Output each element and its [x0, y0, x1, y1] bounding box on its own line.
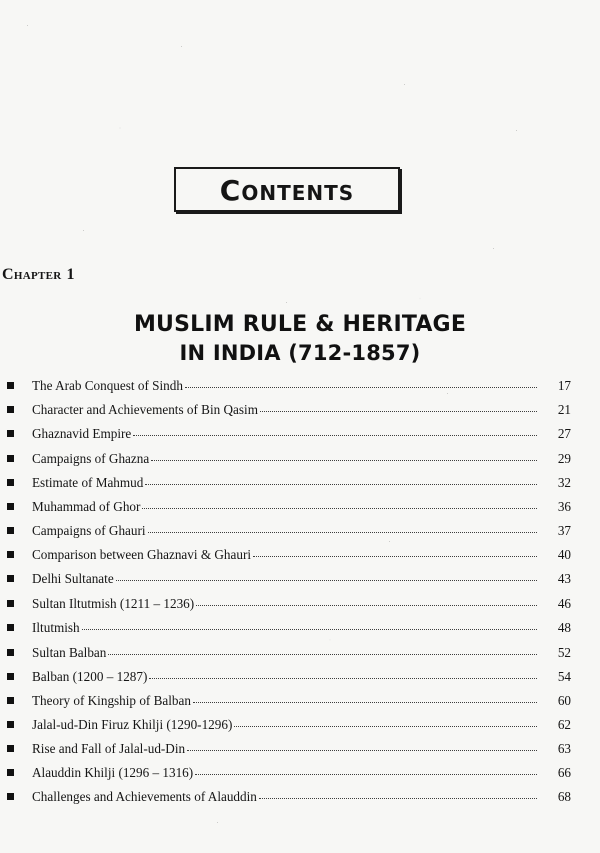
- toc-entry: [0, 641, 600, 664]
- toc-entry-main: [32, 452, 539, 465]
- toc-entry-title: Iltutmish: [32, 619, 80, 635]
- toc-entry-main: [32, 790, 539, 803]
- square-bullet-icon: [7, 649, 14, 656]
- dot-leader: [193, 702, 537, 703]
- toc-entry-page: 48: [557, 619, 571, 635]
- square-bullet-icon: [7, 527, 14, 534]
- toc-entry-title: Sultan Balban: [32, 644, 107, 660]
- toc-entry-main: [32, 572, 539, 585]
- toc-entry-title: Campaigns of Ghauri: [32, 522, 146, 538]
- dot-leader: [151, 460, 537, 461]
- dot-leader: [133, 435, 537, 436]
- toc-entry-title: Character and Achievements of Bin Qasim: [32, 401, 258, 417]
- square-bullet-icon: [7, 624, 14, 631]
- toc-entry-main: [32, 670, 539, 683]
- square-bullet-icon: [7, 745, 14, 752]
- toc-entry: [0, 398, 600, 421]
- toc-entry: [0, 543, 600, 566]
- toc-entry-main: [32, 427, 539, 440]
- toc-entry-main: [32, 379, 539, 392]
- toc-entry-title: Sultan Iltutmish (1211 – 1236): [32, 595, 195, 611]
- chapter-number: 1: [66, 266, 75, 283]
- square-bullet-icon: [7, 600, 14, 607]
- chapter-label: [2, 266, 75, 284]
- toc-entry-title: Alauddin Khilji (1296 – 1316): [32, 764, 194, 780]
- section-title-line-1: MUSLIM RULE & HERITAGE: [133, 312, 467, 337]
- dot-leader: [253, 556, 537, 557]
- toc-entry-page: 46: [557, 595, 571, 611]
- toc-entry: [0, 567, 600, 590]
- toc-entry-title: Jalal-ud-Din Firuz Khilji (1290-1296): [32, 716, 233, 732]
- toc-entry: [0, 761, 600, 784]
- dot-leader: [145, 484, 537, 485]
- dot-leader: [142, 508, 537, 509]
- square-bullet-icon: [7, 575, 14, 582]
- toc-entry-title: Rise and Fall of Jalal-ud-Din: [32, 740, 186, 756]
- toc-entry-page: 27: [557, 425, 571, 441]
- toc-entry-main: [32, 524, 539, 537]
- toc-entry: [0, 689, 600, 712]
- toc-entry-title: Balban (1200 – 1287): [32, 668, 148, 684]
- dot-leader: [185, 387, 537, 388]
- dot-leader: [234, 726, 537, 727]
- toc-entry: [0, 592, 600, 615]
- toc-entry: [0, 422, 600, 445]
- square-bullet-icon: [7, 673, 14, 680]
- square-bullet-icon: [7, 382, 14, 389]
- toc-entry-page: 37: [557, 522, 571, 538]
- toc-entry-page: 29: [557, 450, 571, 466]
- dot-leader: [149, 678, 537, 679]
- toc-entry-main: [32, 742, 539, 755]
- chapter-word: Chapter: [2, 266, 62, 283]
- toc-entry-page: 68: [557, 788, 571, 804]
- toc-entry-main: [32, 718, 539, 731]
- toc-entry: [0, 713, 600, 736]
- section-title: [0, 313, 600, 364]
- square-bullet-icon: [7, 455, 14, 462]
- toc-entry-page: 43: [557, 570, 571, 586]
- toc-entry-title: Theory of Kingship of Balban: [32, 692, 191, 708]
- dot-leader: [260, 411, 537, 412]
- square-bullet-icon: [7, 406, 14, 413]
- toc-entry-title: Delhi Sultanate: [32, 570, 114, 586]
- square-bullet-icon: [7, 697, 14, 704]
- toc-entry-title: Muhammad of Ghor: [32, 498, 141, 514]
- dot-leader: [195, 774, 537, 775]
- toc-entry: [0, 785, 600, 808]
- contents-heading-box: [174, 167, 400, 212]
- dot-leader: [259, 798, 537, 799]
- square-bullet-icon: [7, 721, 14, 728]
- toc-entry-main: [32, 476, 539, 489]
- toc-entry-page: 62: [557, 716, 571, 732]
- toc-entry-title: Ghaznavid Empire: [32, 425, 132, 441]
- toc-entry-page: 60: [557, 692, 571, 708]
- toc-entry-page: 40: [557, 546, 571, 562]
- toc-entry-main: [32, 694, 539, 707]
- toc-entry: [0, 495, 600, 518]
- toc-entry: [0, 665, 600, 688]
- toc-entry-page: 21: [557, 401, 571, 417]
- toc-entry-page: 66: [557, 764, 571, 780]
- contents-heading: Contents: [219, 173, 355, 207]
- toc-entry-page: 63: [557, 740, 571, 756]
- toc-entry-title: Estimate of Mahmud: [32, 474, 144, 490]
- toc-entry-page: 17: [557, 377, 571, 393]
- toc-entry-page: 52: [557, 644, 571, 660]
- table-of-contents: [0, 374, 600, 819]
- toc-entry-title: The Arab Conquest of Sindh: [32, 377, 183, 393]
- toc-entry-page: 36: [557, 498, 571, 514]
- toc-entry-main: [32, 766, 539, 779]
- toc-entry-page: 32: [557, 474, 571, 490]
- dot-leader: [108, 654, 537, 655]
- toc-entry-title: Comparison between Ghaznavi & Ghauri: [32, 546, 251, 562]
- toc-entry-main: [32, 621, 539, 634]
- toc-entry: [0, 471, 600, 494]
- square-bullet-icon: [7, 430, 14, 437]
- square-bullet-icon: [7, 769, 14, 776]
- toc-entry: [0, 447, 600, 470]
- toc-entry-main: [32, 403, 539, 416]
- toc-entry: [0, 737, 600, 760]
- dot-leader: [116, 580, 537, 581]
- toc-entry-title: Challenges and Achievements of Alauddin: [32, 788, 257, 804]
- toc-entry-main: [32, 597, 539, 610]
- toc-entry: [0, 616, 600, 639]
- toc-entry-page: 54: [557, 668, 571, 684]
- square-bullet-icon: [7, 479, 14, 486]
- square-bullet-icon: [7, 793, 14, 800]
- toc-entry-main: [32, 646, 539, 659]
- square-bullet-icon: [7, 503, 14, 510]
- toc-entry-title: Campaigns of Ghazna: [32, 450, 150, 466]
- dot-leader: [187, 750, 537, 751]
- dot-leader: [82, 629, 537, 630]
- toc-entry-main: [32, 548, 539, 561]
- section-title-line-2: IN INDIA (712-1857): [179, 341, 421, 366]
- toc-entry: [0, 374, 600, 397]
- dot-leader: [148, 532, 537, 533]
- square-bullet-icon: [7, 551, 14, 558]
- toc-entry-main: [32, 500, 539, 513]
- toc-entry: [0, 519, 600, 542]
- dot-leader: [196, 605, 537, 606]
